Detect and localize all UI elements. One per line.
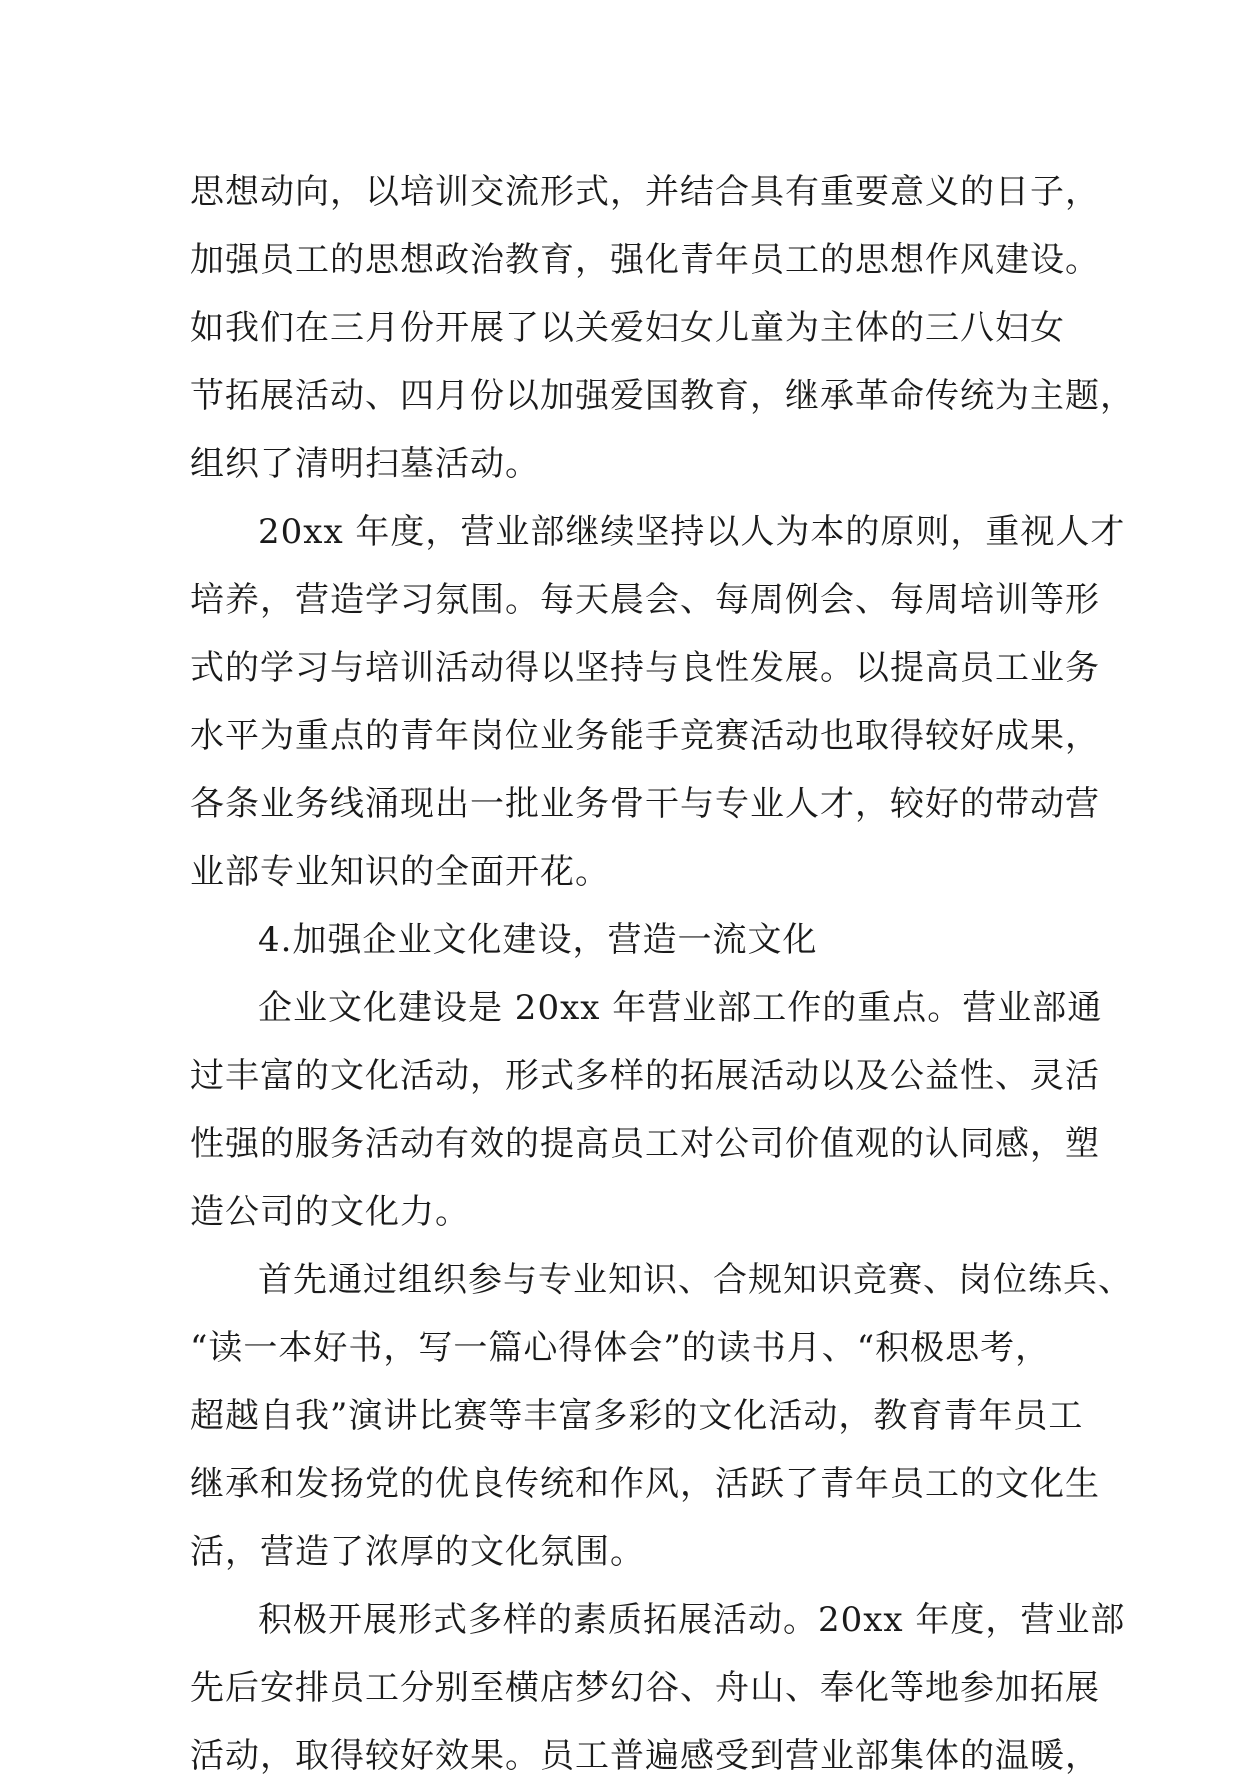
text-line: 培养，营造学习氛围。每天晨会、每周例会、每周培训等形 bbox=[190, 580, 1100, 620]
text-line: 超越自我”演讲比赛等丰富多彩的文化活动，教育青年员工 bbox=[190, 1396, 1084, 1436]
text-line: 20xx 年度，营业部继续坚持以人为本的原则，重视人才 bbox=[258, 512, 1126, 552]
text-line: 造公司的文化力。 bbox=[190, 1192, 470, 1232]
text-line: 式的学习与培训活动得以坚持与良性发展。以提高员工业务 bbox=[190, 648, 1100, 688]
text-line: 活动，取得较好效果。员工普遍感受到营业部集体的温暖， bbox=[190, 1736, 1100, 1776]
text-line: 首先通过组织参与专业知识、合规知识竞赛、岗位练兵、 bbox=[258, 1260, 1133, 1300]
text-line: 如我们在三月份开展了以关爱妇女儿童为主体的三八妇女 bbox=[190, 308, 1065, 348]
text-line: 组织了清明扫墓活动。 bbox=[190, 444, 540, 484]
text-line: 先后安排员工分别至横店梦幻谷、舟山、奉化等地参加拓展 bbox=[190, 1668, 1100, 1708]
text-line: “读一本好书，写一篇心得体会”的读书月、“积极思考， bbox=[190, 1328, 1051, 1368]
text-line: 水平为重点的青年岗位业务能手竞赛活动也取得较好成果， bbox=[190, 716, 1100, 756]
text-line: 性强的服务活动有效的提高员工对公司价值观的认同感，塑 bbox=[190, 1124, 1100, 1164]
section-heading: 4.加强企业文化建设，营造一流文化 bbox=[258, 920, 818, 960]
text-line: 思想动向，以培训交流形式，并结合具有重要意义的日子， bbox=[190, 172, 1100, 212]
text-line: 企业文化建设是 20xx 年营业部工作的重点。营业部通 bbox=[258, 988, 1103, 1028]
text-line: 业部专业知识的全面开花。 bbox=[190, 852, 610, 892]
text-line: 继承和发扬党的优良传统和作风，活跃了青年员工的文化生 bbox=[190, 1464, 1100, 1504]
text-line: 加强员工的思想政治教育，强化青年员工的思想作风建设。 bbox=[190, 240, 1100, 280]
text-line: 积极开展形式多样的素质拓展活动。20xx 年度，营业部 bbox=[258, 1600, 1126, 1640]
document-body bbox=[190, 158, 1135, 1790]
text-line: 过丰富的文化活动，形式多样的拓展活动以及公益性、灵活 bbox=[190, 1056, 1100, 1096]
text-line: 节拓展活动、四月份以加强爱国教育，继承革命传统为主题， bbox=[190, 376, 1135, 416]
text-line: 各条业务线涌现出一批业务骨干与专业人才，较好的带动营 bbox=[190, 784, 1100, 824]
text-line: 活，营造了浓厚的文化氛围。 bbox=[190, 1532, 645, 1572]
